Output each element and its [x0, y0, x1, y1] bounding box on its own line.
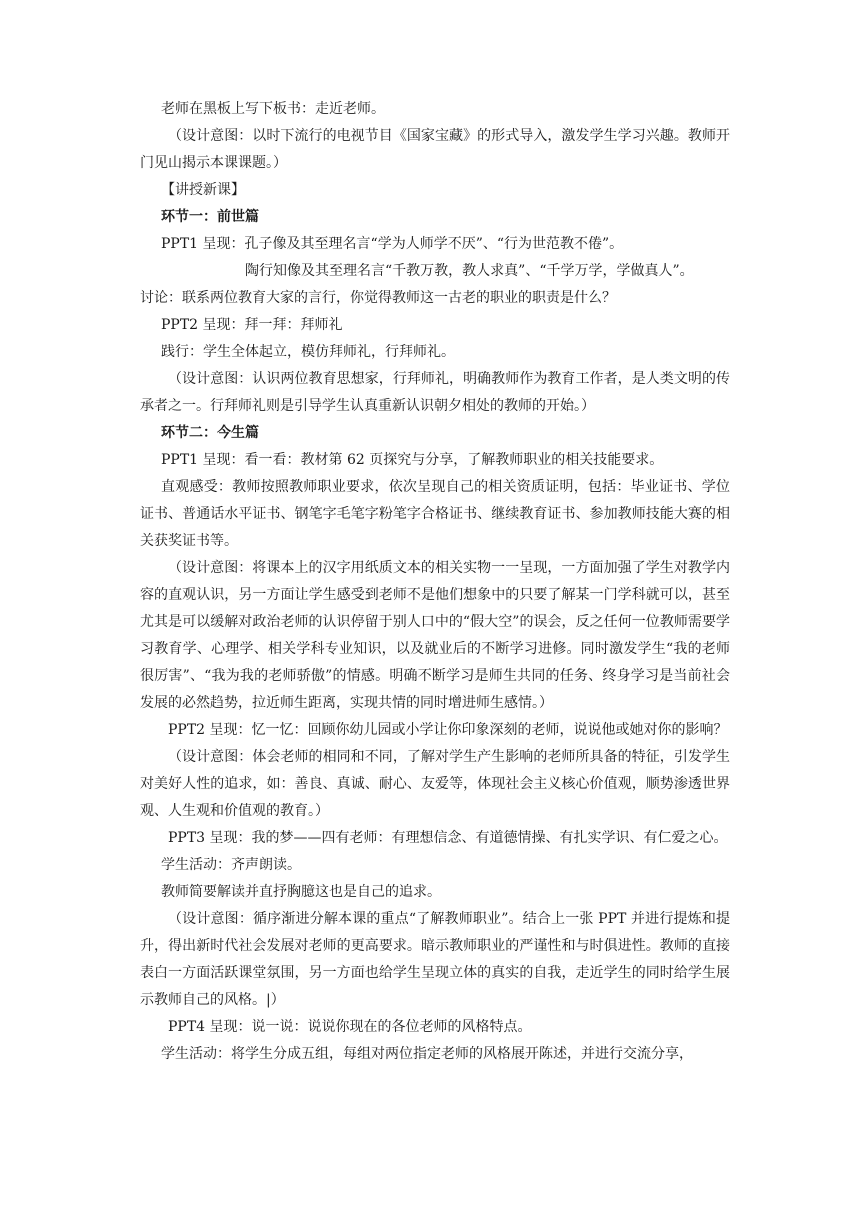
- design-intent-paragraph: （设计意图：认识两位教育思想家，行拜师礼，明确教师作为教育工作者，是人类文明的传承者之一。行拜师礼则是引导学生认真重新认识朝夕相处的教师的开始。）: [140, 371, 730, 414]
- paragraph: PPT4 呈现：说一说：说说你现在的各位老师的风格特点。: [168, 1019, 532, 1035]
- subsection-heading: 环节二：今生篇: [161, 425, 259, 441]
- paragraph: 陶行知像及其至理名言“千教万教，教人求真”、“千学万学，学做真人”。: [245, 263, 694, 279]
- paragraph: 讨论：联系两位教育大家的言行，你觉得教师这一古老的职业的职责是什么？: [140, 290, 616, 306]
- paragraph: PPT2 呈现：忆一忆：回顾你幼儿园或小学让你印象深刻的老师，说说他或她对你的影响？: [168, 722, 728, 738]
- paragraph: 教师简要解读并直抒胸臆这也是自己的追求。: [161, 884, 441, 900]
- paragraph: PPT1 呈现：孔子像及其至理名言“学为人师学不厌”、“行为世范教不倦”。: [161, 236, 624, 252]
- paragraph: 直观感受：教师按照教师职业要求，依次呈现自己的相关资质证明，包括：毕业证书、学位证书、普通话水平证书、钢笔字毛笔字粉笔字合格证书、继续教育证书、参加教师技能大赛的相关获奖证书等。: [140, 479, 730, 549]
- document-body: [140, 96, 730, 1068]
- paragraph: 学生活动：将学生分成五组，每组对两位指定老师的风格展开陈述，并进行交流分享，: [161, 1046, 693, 1062]
- design-intent-paragraph: （设计意图：以时下流行的电视节目《国家宝藏》的形式导入，激发学生学习兴趣。教师开门见山揭示本课课题。）: [140, 128, 730, 171]
- paragraph: PPT3 呈现：我的梦——四有老师：有理想信念、有道德情操、有扎实学识、有仁爱之心。: [168, 830, 728, 846]
- design-intent-paragraph: （设计意图：循序渐进分解本课的重点“了解教师职业”。结合上一张 PPT 并进行提炼和提升，得出新时代社会发展对老师的更高要求。暗示教师职业的严谨性和与时俱进性。教师的直接表白一方面活跃课堂氛围，另一方面也给学生呈现立体的真实的自我，走近学生的同时给学生展示教师自己的风格。|）: [140, 911, 730, 1008]
- design-intent-paragraph: （设计意图：将课本上的汉字用纸质文本的相关实物一一呈现，一方面加强了学生对教学内容的直观认识，另一方面让学生感受到老师不是他们想象中的只要了解某一门学科就可以，甚至尤其是可以缓解对政治老师的认识停留于别人口中的“假大空”的误会，反之任何一位教师需要学习教育学、心理学、相关学科专业知识，以及就业后的不断学习进修。同时激发学生“我的老师很厉害”、“我为我的老师骄傲”的情感。明确不断学习是师生共同的任务、终身学习是当前社会发展的必然趋势，拉近师生距离，实现共情的同时增进师生感情。）: [140, 560, 730, 711]
- paragraph: PPT2 呈现：拜一拜：拜师礼: [161, 317, 343, 333]
- paragraph: 老师在黑板上写下板书：走近老师。: [161, 101, 385, 117]
- subsection-heading: 环节一：前世篇: [161, 209, 259, 225]
- paragraph: 践行：学生全体起立，模仿拜师礼，行拜师礼。: [161, 344, 455, 360]
- paragraph: PPT1 呈现：看一看：教材第 62 页探究与分享，了解教师职业的相关技能要求。: [161, 452, 664, 468]
- section-heading: 【讲授新课】: [161, 182, 245, 198]
- design-intent-paragraph: （设计意图：体会老师的相同和不同，了解对学生产生影响的老师所具备的特征，引发学生对美好人性的追求，如：善良、真诚、耐心、友爱等，体现社会主义核心价值观，顺势渗透世界观、人生观和价值观的教育。）: [140, 749, 730, 819]
- paragraph: 学生活动：齐声朗读。: [161, 857, 301, 873]
